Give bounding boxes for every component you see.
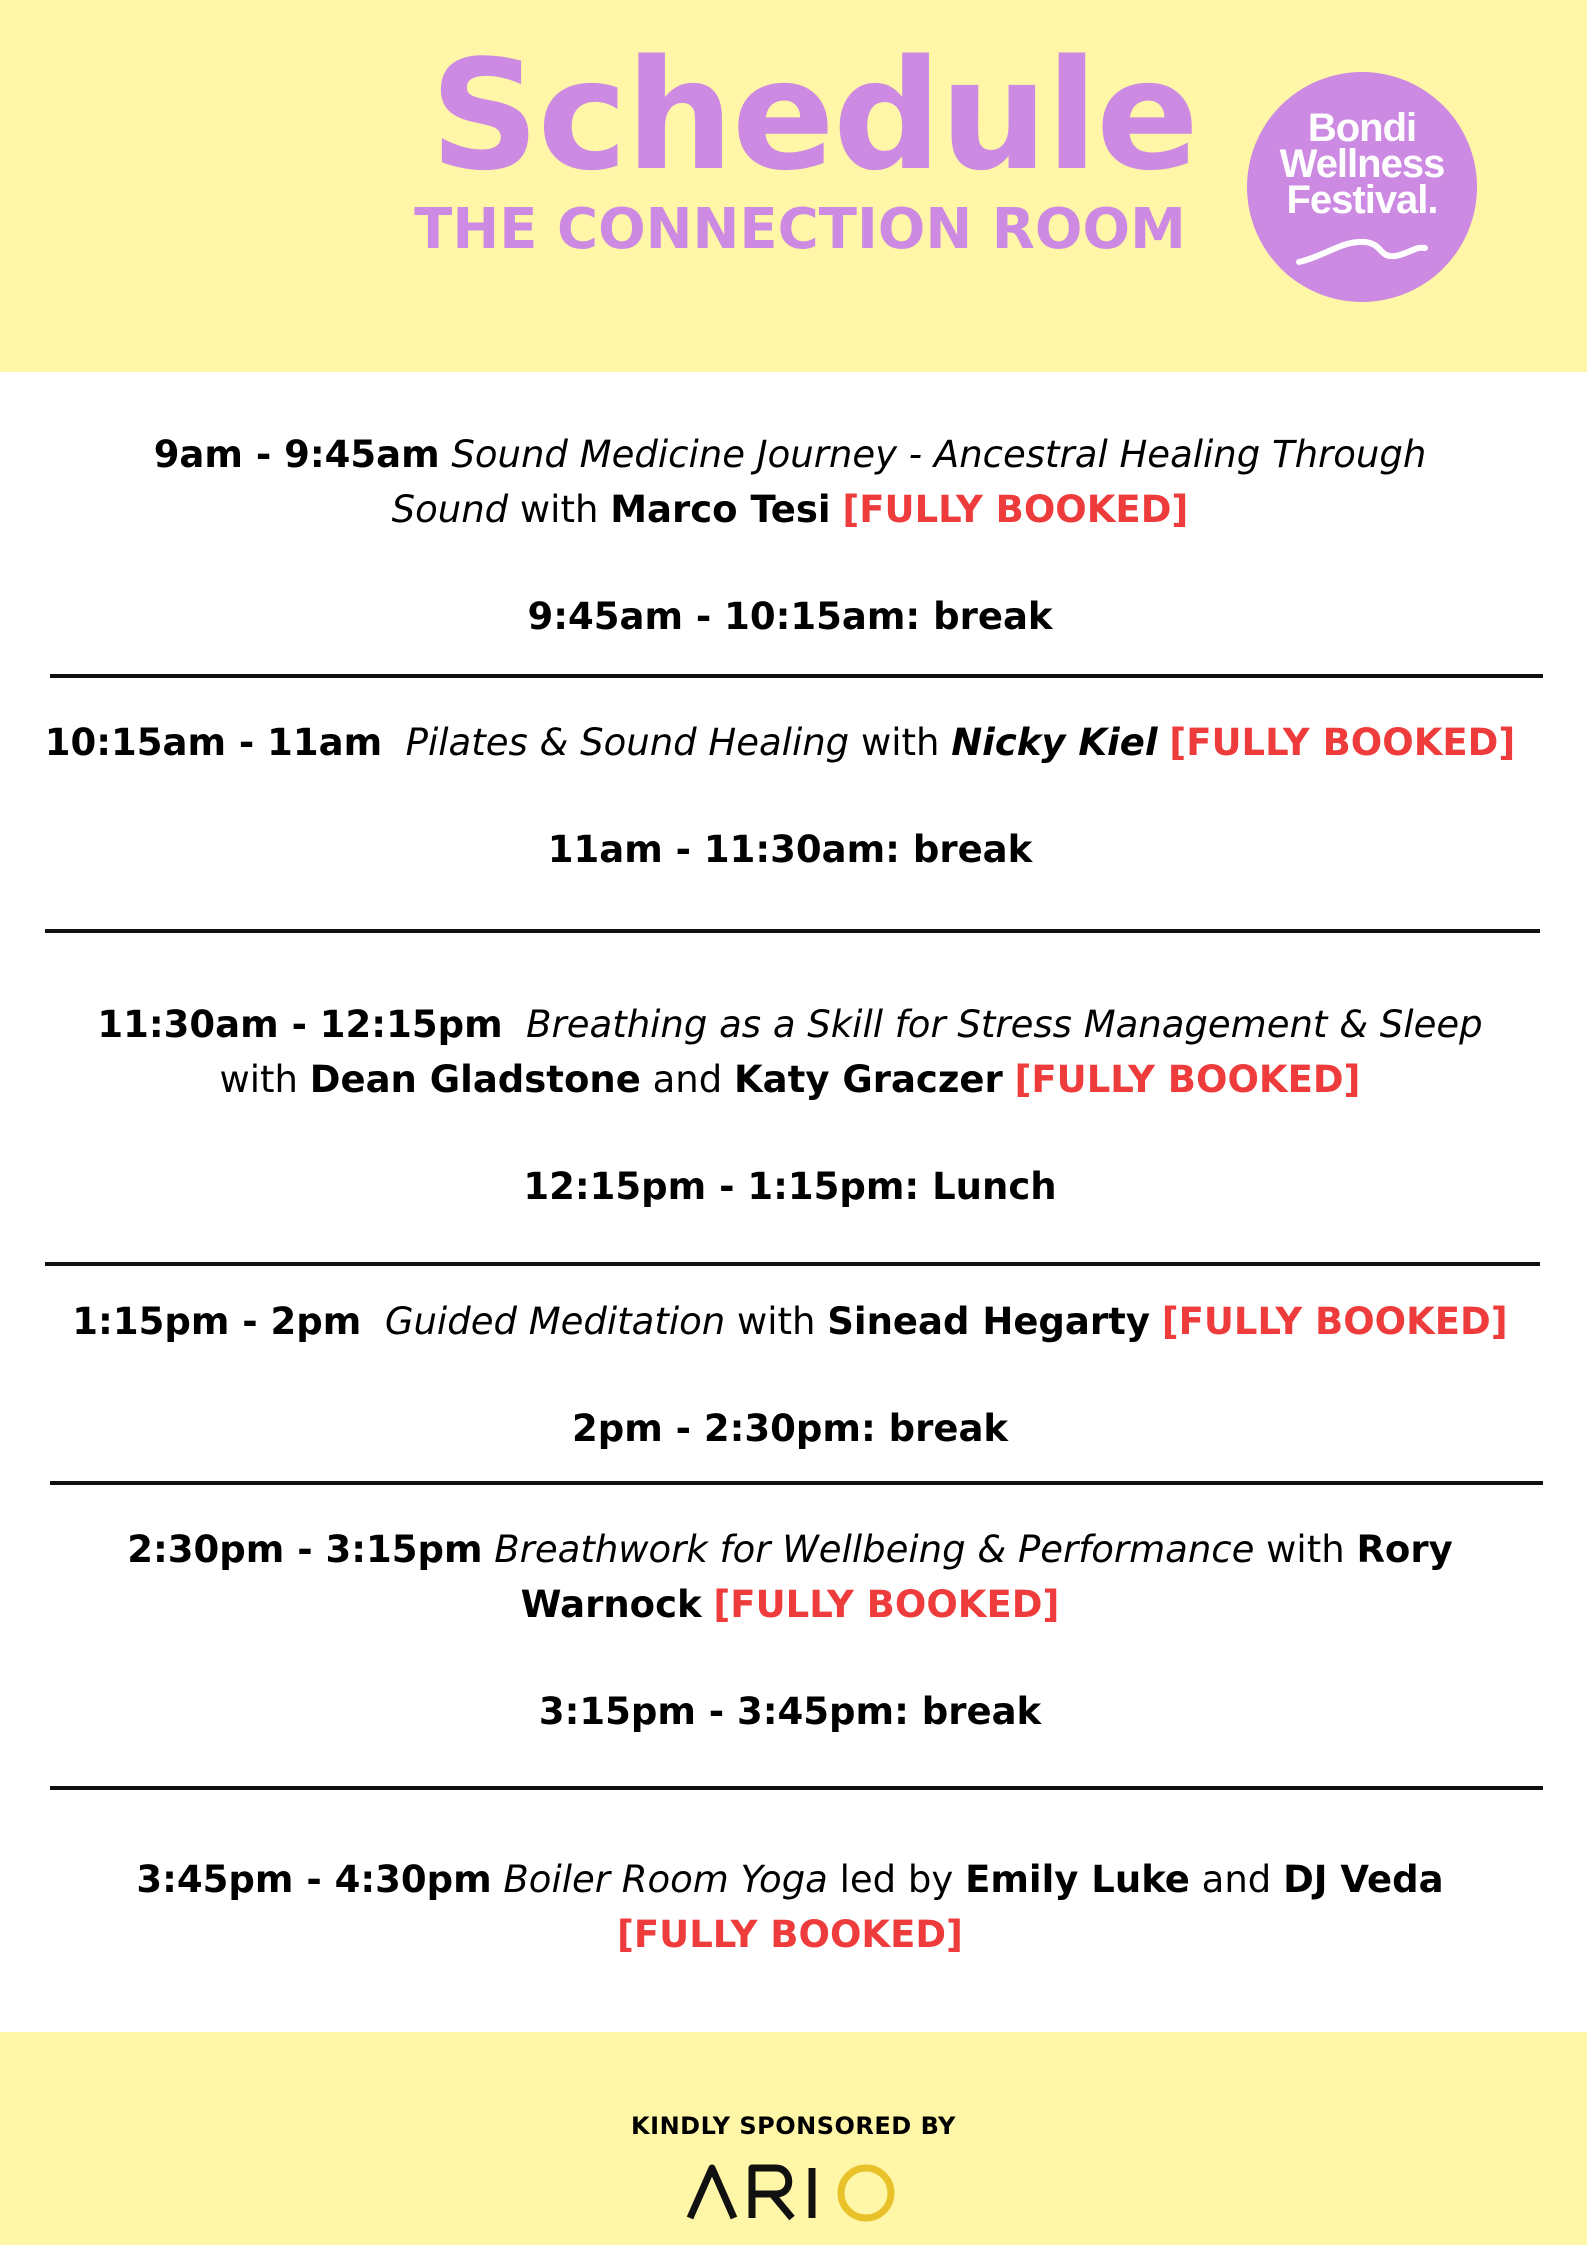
session-time: 2:30pm - 3:15pm	[127, 1528, 483, 1571]
logo-line-2: Wellness	[1279, 142, 1445, 186]
session-4	[60, 1294, 1520, 1349]
break-3: 12:15pm - 1:15pm: Lunch	[523, 1165, 1057, 1208]
ario-sponsor-logo	[684, 2160, 904, 2224]
session-title: Pilates & Sound Healing	[405, 721, 850, 764]
session-with: with	[519, 488, 599, 531]
session-6	[60, 1852, 1520, 1962]
session-2	[20, 715, 1540, 770]
session-title: Breathing as a Skill for Stress Management & Sleep	[526, 1003, 1483, 1046]
break-5: 3:15pm - 3:45pm: break	[538, 1690, 1042, 1733]
status-badge: [FULLY BOOKED]	[1161, 1300, 1508, 1343]
session-3	[60, 997, 1520, 1107]
divider	[50, 1786, 1543, 1790]
session-host-1: Emily Luke	[965, 1858, 1190, 1901]
logo-line-1: Bondi	[1307, 106, 1417, 150]
session-with: with	[737, 1300, 816, 1343]
page-title: Schedule	[430, 27, 1198, 204]
logo-line-3: Festival.	[1286, 178, 1438, 222]
session-host: Marco Tesi	[610, 488, 831, 531]
session-host: Nicky Kiel	[951, 721, 1158, 764]
break-1: 9:45am - 10:15am: break	[527, 595, 1053, 638]
session-5	[60, 1522, 1520, 1632]
session-1	[60, 427, 1520, 537]
session-host: Rory	[1356, 1528, 1453, 1571]
session-time: 1:15pm - 2pm	[72, 1300, 362, 1343]
wave-icon	[1295, 232, 1429, 268]
session-with: with	[860, 721, 940, 764]
session-host-2: DJ Veda	[1283, 1858, 1444, 1901]
session-host-cont: Warnock	[520, 1583, 702, 1626]
session-title: Breathwork for Wellbeing & Performance	[494, 1528, 1255, 1571]
session-host: Sinead Hegarty	[827, 1300, 1150, 1343]
session-title: Boiler Room Yoga	[503, 1858, 828, 1901]
session-and: and	[1201, 1858, 1272, 1901]
bondi-wellness-festival-logo	[1247, 72, 1477, 302]
session-with: with	[1266, 1528, 1345, 1571]
break-2: 11am - 11:30am: break	[547, 828, 1033, 871]
session-title: Guided Meditation	[384, 1300, 726, 1343]
status-badge: [FULLY BOOKED]	[617, 1913, 963, 1956]
status-badge: [FULLY BOOKED]	[842, 488, 1189, 531]
status-badge: [FULLY BOOKED]	[713, 1583, 1060, 1626]
status-badge: [FULLY BOOKED]	[1014, 1058, 1361, 1101]
session-time: 9am - 9:45am	[153, 433, 440, 476]
session-led-by: led by	[839, 1858, 954, 1901]
session-title-cont: Sound	[391, 488, 509, 531]
session-time: 3:45pm - 4:30pm	[136, 1858, 492, 1901]
footer-banner	[0, 2032, 1587, 2245]
break-4: 2pm - 2:30pm: break	[571, 1407, 1009, 1450]
session-and: and	[652, 1058, 723, 1101]
sponsor-label: KINDLY SPONSORED BY	[631, 2112, 956, 2140]
session-with: with	[219, 1058, 298, 1101]
divider	[45, 929, 1540, 933]
session-time: 11:30am - 12:15pm	[97, 1003, 503, 1046]
status-badge: [FULLY BOOKED]	[1169, 721, 1516, 764]
session-title: Sound Medicine Journey - Ancestral Healing Through	[451, 433, 1427, 476]
divider	[50, 674, 1543, 678]
divider	[45, 1262, 1540, 1266]
session-time: 10:15am - 11am	[44, 721, 383, 764]
schedule-list	[0, 372, 1587, 2032]
header-banner	[0, 0, 1587, 372]
page-subtitle: THE CONNECTION ROOM	[414, 197, 1186, 262]
session-host-1: Dean Gladstone	[309, 1058, 641, 1101]
session-host-2: Katy Graczer	[734, 1058, 1003, 1101]
divider	[50, 1481, 1543, 1485]
